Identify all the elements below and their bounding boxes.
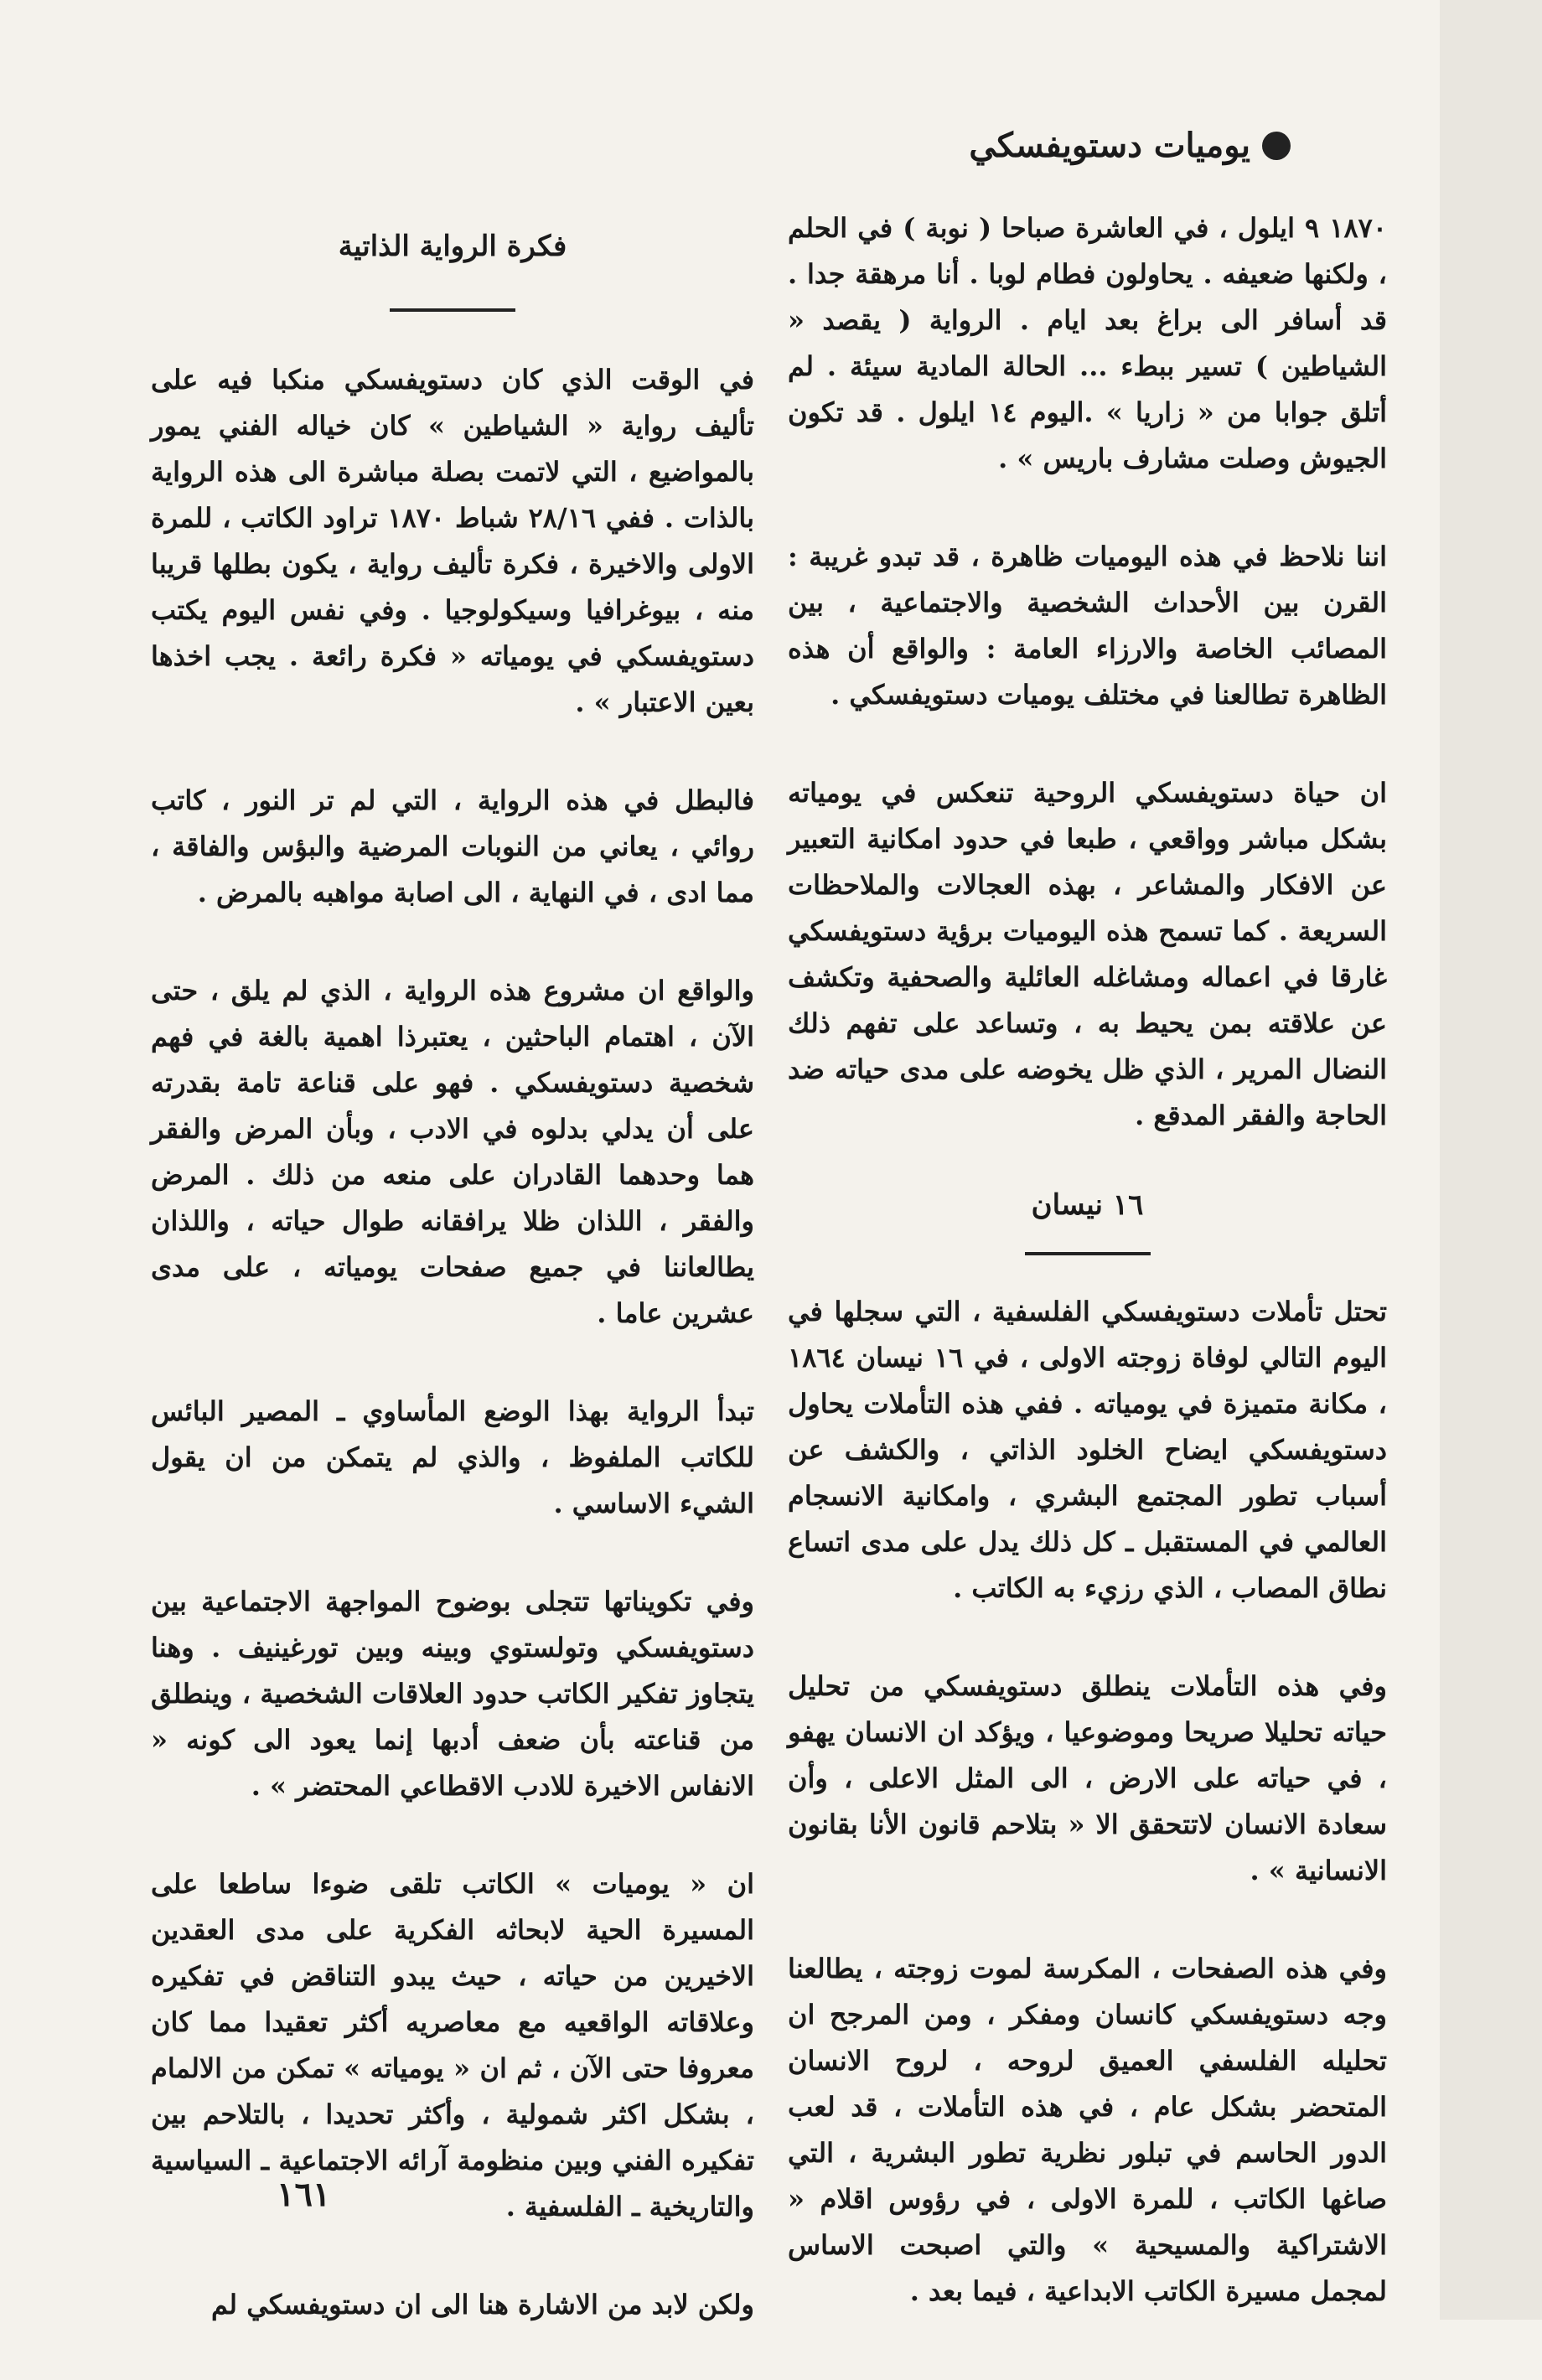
- paragraph: فالبطل في هذه الرواية ، التي لم تر النور ، كاتب روائي ، يعاني من النوبات المرضية والبؤس والفاقة ، مما ادى ، في النهاية ، الى اصابة مواهبه بالمرض .: [151, 784, 754, 908]
- paragraph: تحتل تأملات دستويفسكي الفلسفية ، التي سجلها في اليوم التالي لوفاة زوجته الاولى ، في ١٦ نيسان ١٨٦٤ ، مكانة متميزة في يومياته . ففي هذه التأملات يحاول دستويفسكي ايضاح الخلود الذاتي ، والكشف عن أسباب تطور المجتمع البشري ، وامكانية الانسجام العالمي في المستقبل ـ كل ذلك يدل على مدى اتساع نطاق المصاب ، الذي رزيء به الكاتب .: [788, 1296, 1388, 1604]
- paragraph: ان حياة دستويفسكي الروحية تنعكس في يومياته بشكل مباشر وواقعي ، طبعا في حدود امكانية التعبير عن الافكار والمشاعر ، بهذه العجالات والملاحظات السريعة . كما تسمح هذه اليوميات برؤية دستويفسكي غارقا في اعماله ومشاغله العائلية والصحفية وتكشف عن علاقته بمن يحيط به ، وتساعد على تفهم ذلك النضال المرير ، الذي ظل يخوضه على مدى حياته ضد الحاجة والفقر المدقع .: [788, 777, 1387, 1131]
- paragraph: والواقع ان مشروع هذه الرواية ، الذي لم يلق ، حتى الآن ، اهتمام الباحثين ، يعتبرذا اهمية بالغة في فهم شخصية دستويفسكي . فهو على قناعة تامة بقدرته على أن يدلي بدلوه في الادب ، وبأن المرض والفقر هما وحدهما القادران على منعه من ذلك . المرض والفقر ، اللذان ظلا يرافقانه طوال حياته ، واللذان يطالعاننا في جميع صفحات يومياته ، على مدى عشرين عاما .: [151, 975, 755, 1329]
- section-heading: فكرة الرواية الذاتية: [338, 230, 567, 263]
- scan-margin: [1440, 0, 1542, 2320]
- running-header: [969, 126, 1291, 165]
- bullet-icon: [1262, 132, 1291, 160]
- paragraph: اننا نلاحظ في هذه اليوميات ظاهرة ، قد تبدو غريبة : القرن بين الأحداث الشخصية والاجتماعية ، بين المصائب الخاصة والارزاء العامة : والواقع أن هذه الظاهرة تطالعنا في مختلف يوميات دستويفسكي .: [788, 541, 1387, 711]
- paragraph: ان « يوميات » الكاتب تلقى ضوءا ساطعا على المسيرة الحية لابحاثه الفكرية على مدى العقدين الاخيرين من حياته ، حيث يبدو التناقض في تفكيره وعلاقاته الواقعيه مع معاصريه أكثر تعقيدا مما كان معروفا حتى الآن ، ثم ان « يومياته » تمكن من الالمام ، بشكل اكثر شمولية ، وأكثر تحديدا ، بالتلاحم بين تفكيره الفني وبين منظومة آرائه الاجتماعية ـ السياسية والتاريخية ـ الفلسفية .: [151, 1868, 754, 2222]
- paragraph: في الوقت الذي كان دستويفسكي منكبا فيه على تأليف رواية « الشياطين » كان خياله الفني يمور بالمواضيع ، التي لاتمت بصلة مباشرة الى هذه الرواية بالذات . ففي ٢٨/١٦ شباط ١٨٧٠ تراود الكاتب ، للمرة الاولى والاخيرة ، فكرة تأليف رواية ، يكون بطلها قريبا منه ، بيوغرافيا وسيكولوجيا . وفي نفس اليوم يكتب دستويفسكي في يومياته « فكرة رائعة . يجب اخذها بعين الاعتبار » .: [151, 364, 755, 718]
- paragraph: وفي هذه الصفحات ، المكرسة لموت زوجته ، يطالعنا وجه دستويفسكي كانسان ومفكر ، ومن المرجح ان تحليله الفلسفي العميق لروحه ، لروح الانسان المتحضر بشكل عام ، في هذه التأملات ، قد لعب الدور الحاسم في تبلور نظرية تطور البشرية ، التي صاغها الكاتب ، للمرة الاولى ، في رؤوس اقلام « الاشتراكية والمسيحية » والتي اصبحت الاساس لمجمل مسيرة الكاتب الابداعية ، فيما بعد .: [788, 1953, 1387, 2307]
- heading-rule: [390, 308, 515, 312]
- page-number: ١٦١: [277, 2175, 331, 2214]
- right-column: [788, 205, 1387, 2367]
- left-column: [151, 205, 754, 2380]
- paragraph: ولكن لابد من الاشارة هنا الى ان دستويفسكي لم: [211, 2289, 754, 2320]
- heading-rule: [1025, 1252, 1151, 1255]
- paragraph: ١٨٧٠ ٩ ايلول ، في العاشرة صباحا ( نوبة ) في الحلم ، ولكنها ضعيفه . يحاولون فطام لوبا . أنا مرهقة جدا . قد أسافر الى براغ بعد ايام . الرواية ( يقصد « الشياطين ) تسير ببطء ... الحالة المادية سيئة . لم أتلق جوابا من « زاريا » .اليوم ١٤ ايلول . قد تكون الجيوش وصلت مشارف باريس » .: [788, 212, 1388, 474]
- paragraph: وفي تكويناتها تتجلى بوضوح المواجهة الاجتماعية بين دستويفسكي وتولستوي وبينه وبين تورغينيف . وهنا يتجاوز تفكير الكاتب حدود العلاقات الشخصية ، وينطلق من قناعته بأن ضعف أدبها إنما يعود الى كونه « الانفاس الاخيرة للادب الاقطاعي المحتضر » .: [151, 1586, 754, 1802]
- section-heading-date: ١٦ نيسان: [1031, 1188, 1144, 1222]
- paragraph: وفي هذه التأملات ينطلق دستويفسكي من تحليل حياته تحليلا صريحا وموضوعيا ، ويؤكد ان الانسان يهفو ، في حياته على الارض ، الى المثل الاعلى ، وأن سعادة الانسان لاتتحقق الا « بتلاحم قانون الأنا بقانون الانسانية » .: [788, 1670, 1387, 1886]
- paragraph: تبدأ الرواية بهذا الوضع المأساوي ـ المصير البائس للكاتب الملفوظ ، والذي لم يتمكن من ان يقول الشيء الاساسي .: [151, 1395, 755, 1519]
- running-head-title: يوميات دستويفسكي: [969, 126, 1250, 165]
